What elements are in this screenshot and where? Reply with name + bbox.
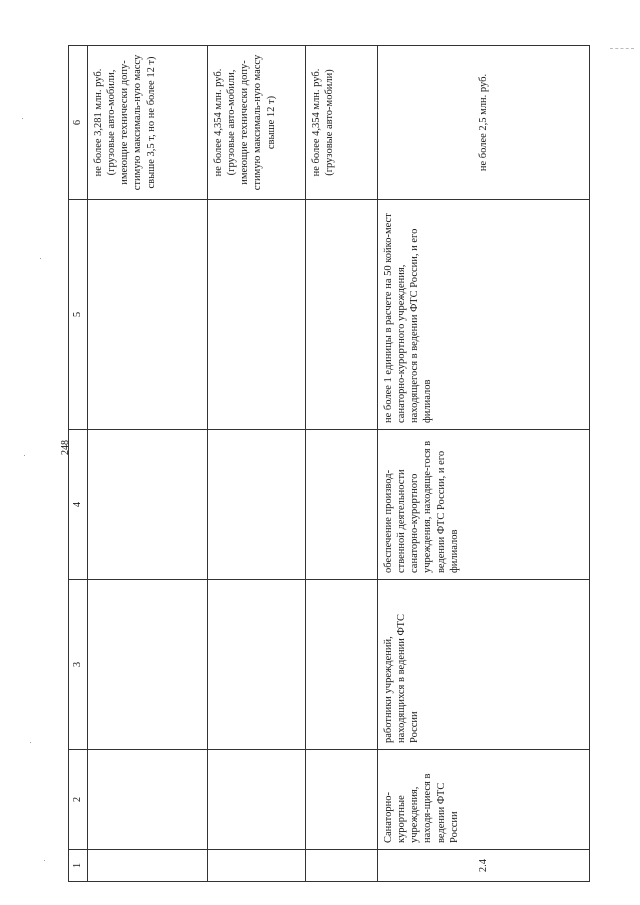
cell-number	[306, 850, 378, 882]
cell-position	[306, 580, 378, 750]
cell-number	[208, 850, 306, 882]
cell-position	[88, 580, 208, 750]
scan-artifact	[40, 258, 41, 259]
table-row	[88, 46, 208, 882]
cell-institution: Санаторно-курортные учреждения, находя-щиеся в ведении ФТС России	[378, 750, 590, 850]
table-row	[306, 46, 378, 882]
cell-number	[88, 850, 208, 882]
cell-institution	[306, 750, 378, 850]
norms-table	[68, 45, 590, 882]
header-col-2: 2	[69, 750, 88, 850]
cell-quantity	[88, 200, 208, 430]
cell-quantity	[208, 200, 306, 430]
cell-price: не более 4,354 млн. руб. (грузовые авто-мобили)	[306, 46, 378, 200]
cell-institution	[88, 750, 208, 850]
cell-quantity	[306, 200, 378, 430]
cell-purpose	[88, 430, 208, 580]
scan-artifact	[30, 742, 31, 743]
cell-institution	[208, 750, 306, 850]
cell-price: не более 3,281 млн. руб. (грузовые авто-мобили, имеющие технически допу-стимую максималь-ную массу свыше 3,5 т, но не более 12 т)	[88, 46, 208, 200]
header-col-6: 6	[69, 46, 88, 200]
cell-price: не более 4,354 млн. руб. (грузовые авто-мобили, имеющие технически допу-стимую максималь-ную массу свыше 12 т)	[208, 46, 306, 200]
rotated-table-container	[68, 46, 590, 882]
cell-position: работники учреждений, находящихся в ведении ФТС России	[378, 580, 590, 750]
cell-quantity: не более 1 единицы в расчете на 50 койко-мест санаторно-курортного учреждения, находящегося в ведении ФТС России, и его филиалов	[378, 200, 590, 430]
scan-artifact	[22, 118, 23, 119]
cell-price: не более 2,5 млн. руб.	[378, 46, 590, 200]
header-col-4: 4	[69, 430, 88, 580]
scan-artifact	[24, 455, 25, 456]
header-col-5: 5	[69, 200, 88, 430]
scan-artifact	[610, 48, 634, 49]
table-row	[378, 46, 590, 882]
cell-purpose: обеспечение производ-ственной деятельности санаторно-курортного учреждения, находяще-гося в ведении ФТС России, и его филиалов	[378, 430, 590, 580]
cell-position	[208, 580, 306, 750]
cell-purpose	[306, 430, 378, 580]
header-col-1: 1	[69, 850, 88, 882]
header-col-3: 3	[69, 580, 88, 750]
cell-purpose	[208, 430, 306, 580]
cell-number: 2.4	[378, 850, 590, 882]
page-number: 248	[60, 440, 71, 455]
scan-artifact	[44, 860, 45, 861]
table-row	[208, 46, 306, 882]
header-row	[69, 46, 88, 882]
